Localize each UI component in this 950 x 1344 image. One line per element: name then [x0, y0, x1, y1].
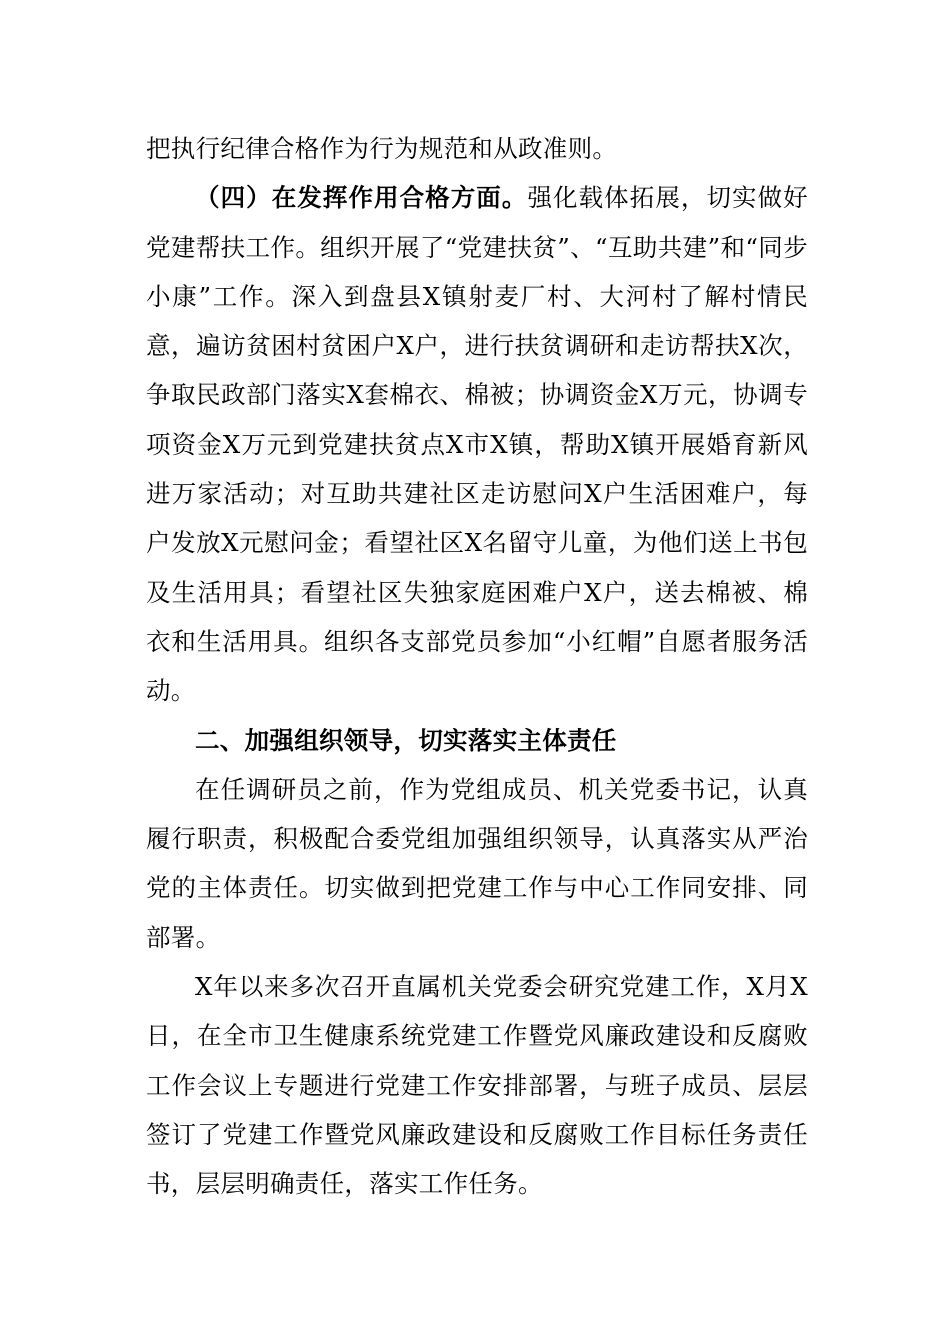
paragraph-lead-heading: （四）在发挥作用合格方面。 — [195, 183, 528, 213]
paragraph-role-qualified — [146, 173, 808, 715]
paragraph-continuation: 把执行纪律合格作为行为规范和从政准则。 — [146, 134, 618, 163]
paragraph-meetings: X年以来多次召开直属机关党委会研究党建工作，X月X日，在全市卫生健康系统党建工作暨党风廉政建设和反腐败工作会议上专题进行党建工作安排部署，与班子成员、层层签订了党建工作暨党风廉政建设和反腐败工作目标任务责任书，层层明确责任，落实工作任务。 — [146, 972, 808, 1199]
section-heading: 二、加强组织领导，切实落实主体责任 — [195, 725, 617, 755]
paragraph-leadership: 在任调研员之前，作为党组成员、机关党委书记，认真履行职责，积极配合委党组加强组织领导，认真落实从严治党的主体责任。切实做到把党建工作与中心工作同安排、同部署。 — [146, 774, 808, 952]
document-page — [146, 124, 808, 1209]
paragraph-body: 强化载体拓展，切实做好党建帮扶工作。组织开展了“党建扶贫”、“互助共建”和“同步小康”工作。深入到盘县X镇射麦厂村、大河村了解村情民意，遍访贫困村贫困户X户，进行扶贫调研和走访帮扶X次，争取民政部门落实X套棉衣、棉被；协调资金X万元，协调专项资金X万元到党建扶贫点X市X镇，帮助X镇开展婚育新风进万家活动；对互助共建社区走访慰问X户生活困难户，每户发放X元慰问金；看望社区X名留守儿童，为他们送上书包及生活用具；看望社区失独家庭困难户X户，送去棉被、棉衣和生活用具。组织各支部党员参加“小红帽”自愿者服务活动。 — [146, 183, 808, 706]
